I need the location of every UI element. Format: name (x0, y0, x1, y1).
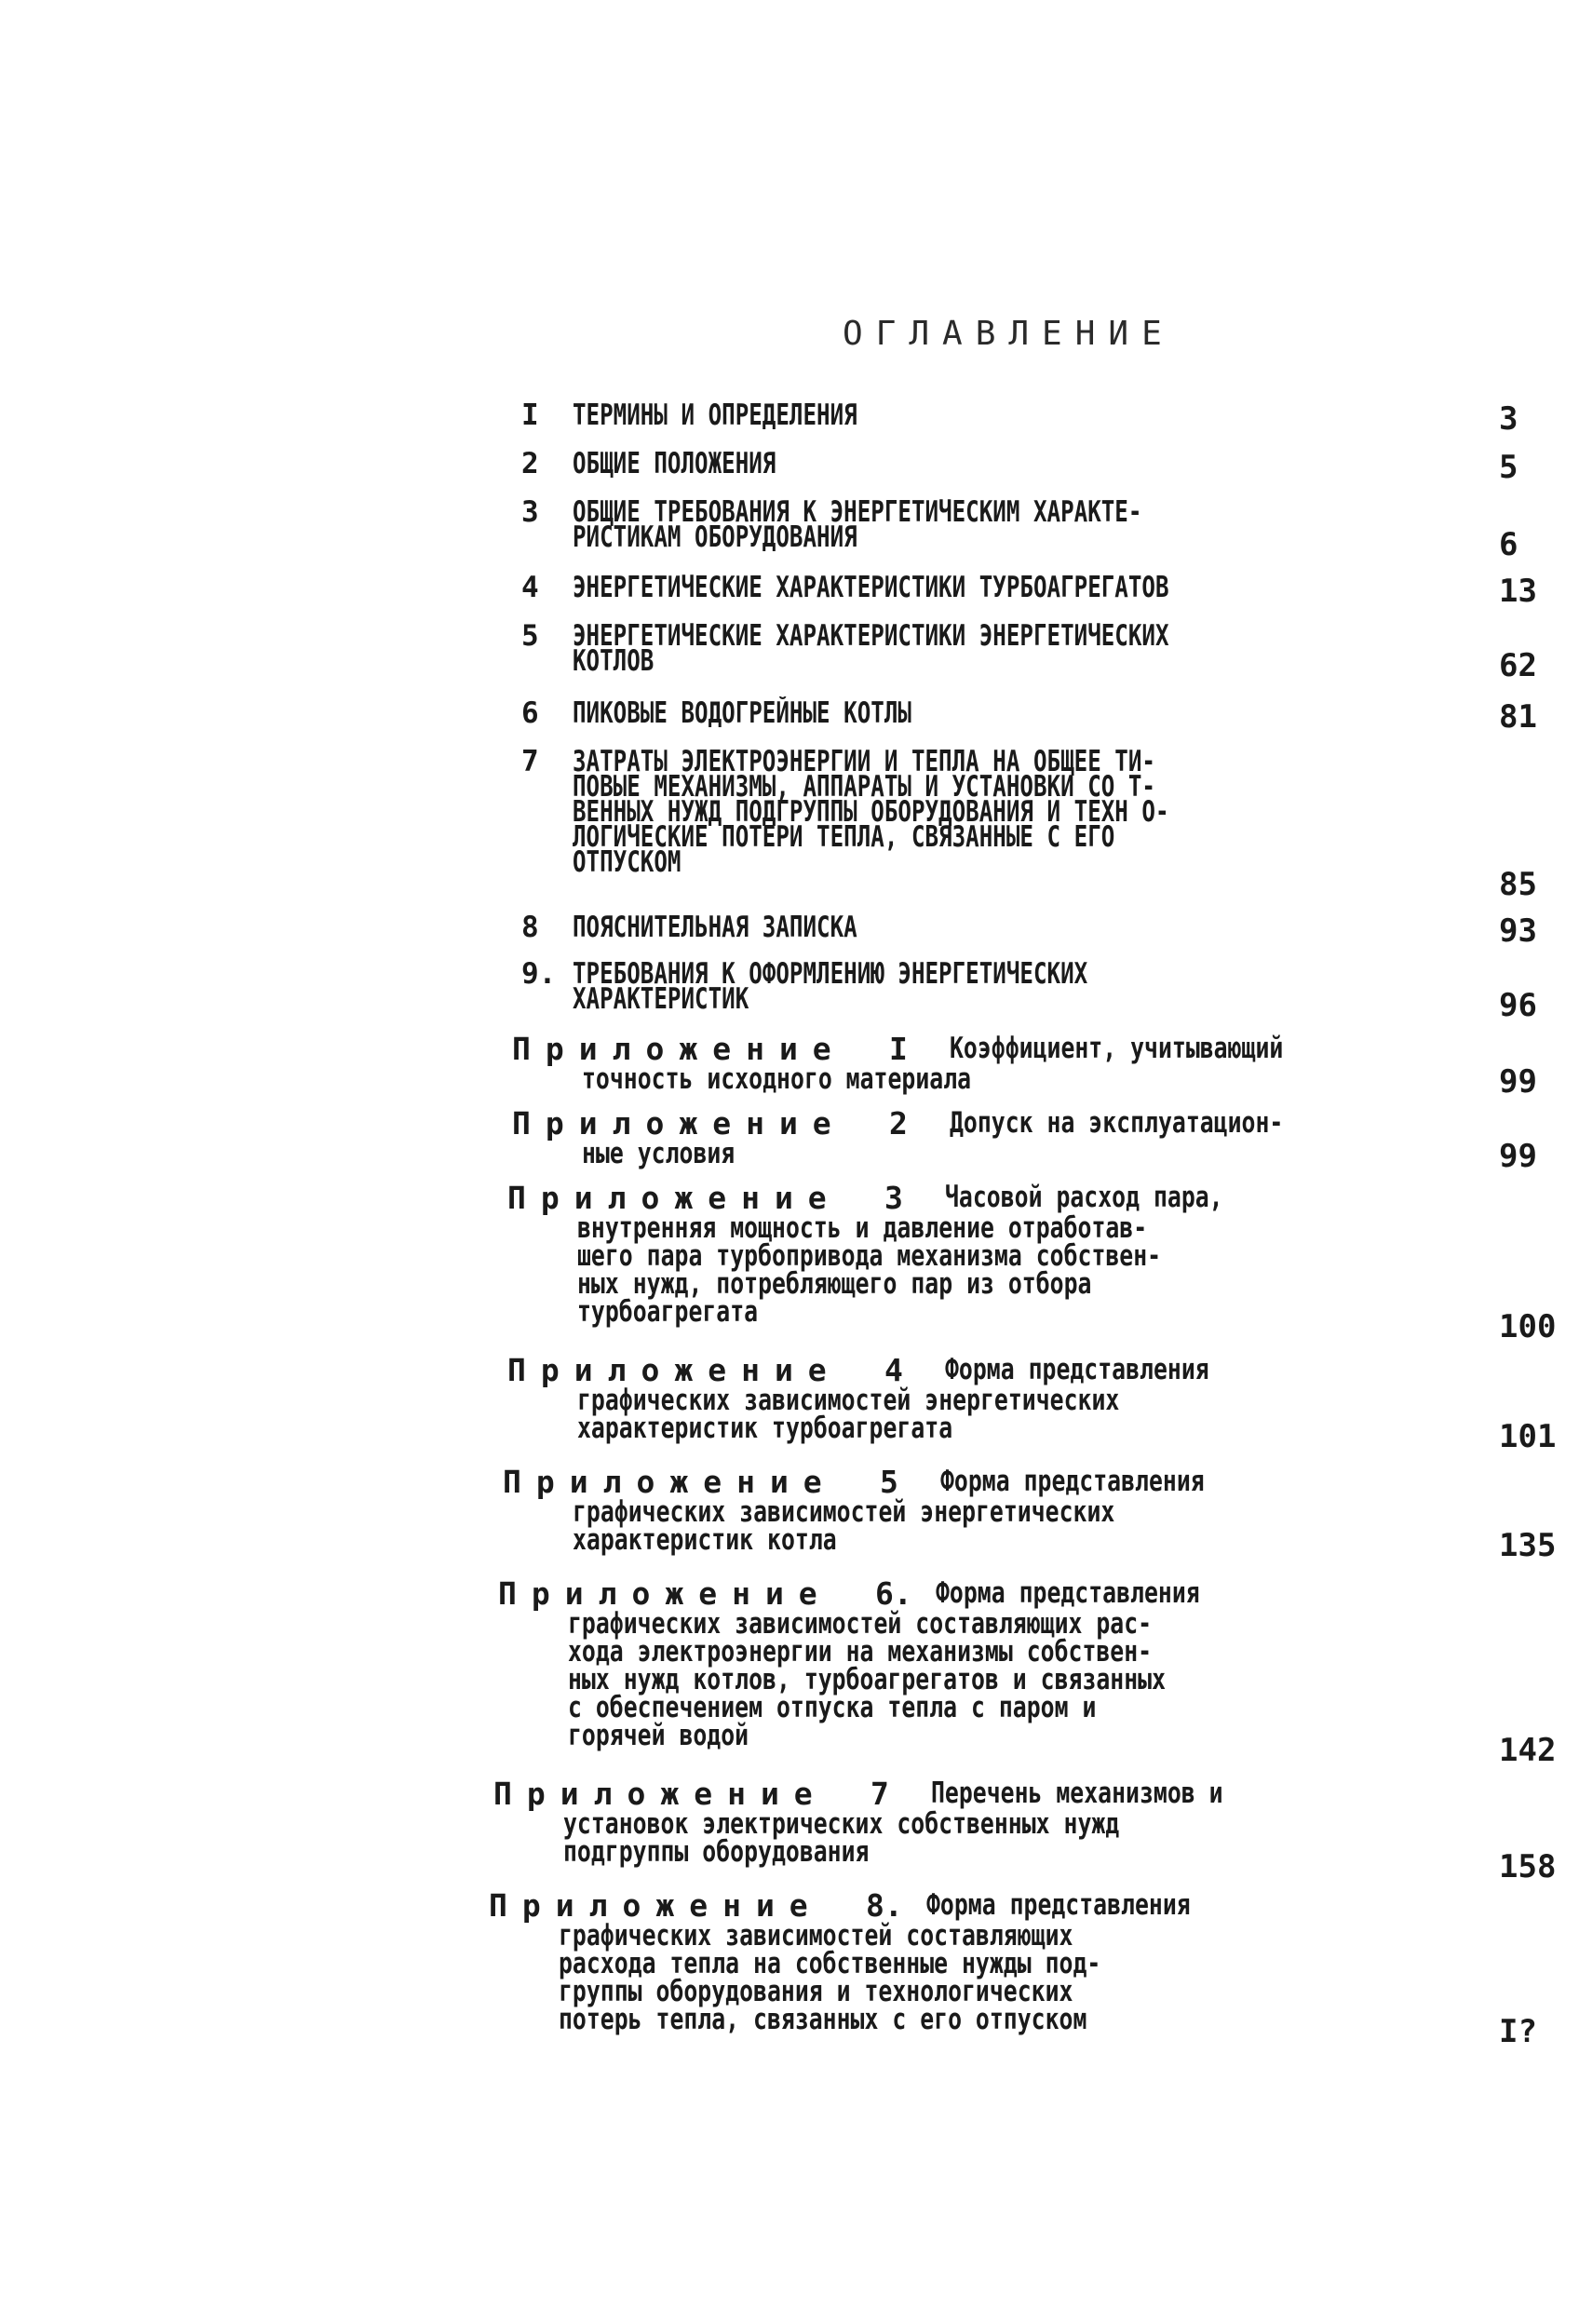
appendix-title-line: Коэффициент, учитывающий (950, 1032, 1284, 1065)
appendix-title-line: шего пара турбопривода механизма собствен- (577, 1239, 1162, 1273)
entry-title-line: РИСТИКАМ ОБОРУДОВАНИЯ (573, 520, 857, 554)
appendix-number: 5 (880, 1464, 898, 1500)
appendix-title-line: Допуск на эксплуатацион- (950, 1106, 1284, 1140)
entry-number: 9. (521, 957, 557, 991)
appendix-title-line: графических зависимостей составляющих рас- (568, 1607, 1153, 1641)
appendix-label: Приложение (512, 1105, 846, 1142)
entry-page-number: 96 (1499, 987, 1537, 1024)
appendix-title-line: с обеспечением отпуска тепла с паром и (568, 1691, 1097, 1724)
appendix-page-number: I? (1499, 2013, 1537, 2050)
appendix-number: 2 (889, 1105, 908, 1142)
entry-title-line: ПОЯСНИТЕЛЬНАЯ ЗАПИСКА (573, 911, 857, 944)
appendix-title-line: ных нужд котлов, турбоагрегатов и связанных (568, 1663, 1167, 1696)
appendix-title-line: Форма представления (945, 1353, 1209, 1386)
appendix-page-number: 99 (1499, 1138, 1537, 1175)
appendix-title-line: точность исходного материала (582, 1062, 972, 1096)
entry-number: 5 (521, 619, 539, 653)
appendix-title-line: расхода тепла на собственные нужды под- (559, 1947, 1101, 1980)
appendix-label: Приложение (507, 1352, 842, 1388)
appendix-title-line: Часовой расход пара, (945, 1181, 1223, 1214)
appendix-page-number: 158 (1499, 1848, 1557, 1885)
entry-title-line: ОТПУСКОМ (573, 845, 682, 879)
entry-number: 6 (521, 696, 539, 730)
page-title: ОГЛАВЛЕНИЕ (843, 315, 1175, 353)
appendix-title-line: Форма представления (936, 1576, 1200, 1610)
appendix-number: 8. (866, 1887, 903, 1924)
entry-number: 7 (521, 745, 539, 778)
entry-number: 2 (521, 447, 539, 480)
appendix-title-line: ных нужд, потребляющего пар из отбора (577, 1267, 1092, 1301)
entry-number: 3 (521, 495, 539, 529)
appendix-label: Приложение (489, 1887, 823, 1924)
appendix-title-line: горячей водой (568, 1719, 749, 1752)
appendix-label: Приложение (512, 1031, 846, 1067)
appendix-title-line: группы оборудования и технологических (559, 1975, 1073, 2008)
appendix-title-line: характеристик турбоагрегата (577, 1412, 953, 1445)
appendix-title-line: Перечень механизмов и (931, 1777, 1223, 1810)
appendix-title-line: графических зависимостей энергетических (577, 1384, 1120, 1417)
entry-title-line: ТРЕБОВАНИЯ К ОФОРМЛЕНИЮ ЭНЕРГЕТИЧЕСКИХ (573, 957, 1088, 991)
appendix-label: Приложение (507, 1180, 842, 1216)
appendix-page-number: 99 (1499, 1063, 1537, 1101)
entry-number: I (521, 399, 539, 432)
entry-page-number: 6 (1499, 526, 1518, 563)
entry-title-line: ВЕННЫХ НУЖД ПОДГРУППЫ ОБОРУДОВАНИЯ И ТЕХН О- (573, 795, 1169, 829)
entry-title-line: ТЕРМИНЫ И ОПРЕДЕЛЕНИЯ (573, 399, 857, 432)
entry-title-line: ЭНЕРГЕТИЧЕСКИЕ ХАРАКТЕРИСТИКИ ЭНЕРГЕТИЧЕСКИХ (573, 619, 1169, 653)
entry-page-number: 85 (1499, 866, 1537, 903)
entry-title-line: ПИКОВЫЕ ВОДОГРЕЙНЫЕ КОТЛЫ (573, 696, 911, 730)
entry-page-number: 81 (1499, 698, 1537, 736)
appendix-number: 3 (884, 1180, 903, 1216)
entry-title-line: ХАРАКТЕРИСТИК (573, 982, 749, 1016)
appendix-title-line: внутренняя мощность и давление отработав- (577, 1211, 1148, 1245)
appendix-number: 6. (875, 1575, 912, 1612)
entry-page-number: 5 (1499, 449, 1518, 486)
entry-title-line: ОБЩИЕ ПОЛОЖЕНИЯ (573, 447, 776, 480)
entry-page-number: 3 (1499, 400, 1518, 438)
entry-title-line: ЛОГИЧЕСКИЕ ПОТЕРИ ТЕПЛА, СВЯЗАННЫЕ С ЕГО (573, 820, 1115, 854)
entry-page-number: 93 (1499, 912, 1537, 950)
entry-page-number: 13 (1499, 573, 1537, 610)
appendix-title-line: установок электрических собственных нужд (563, 1807, 1120, 1841)
appendix-page-number: 142 (1499, 1732, 1557, 1769)
appendix-title-line: подгруппы оборудования (563, 1835, 870, 1869)
appendix-number: 7 (870, 1776, 889, 1812)
entry-title-line: КОТЛОВ (573, 644, 655, 678)
entry-number: 8 (521, 911, 539, 944)
entry-title-line: ЗАТРАТЫ ЭЛЕКТРОЭНЕРГИИ И ТЕПЛА НА ОБЩЕЕ ТИ- (573, 745, 1155, 778)
appendix-label: Приложение (498, 1575, 832, 1612)
appendix-title-line: Форма представления (926, 1888, 1191, 1922)
entry-number: 4 (521, 571, 539, 604)
entry-title-line: ОБЩИЕ ТРЕБОВАНИЯ К ЭНЕРГЕТИЧЕСКИМ ХАРАКТЕ- (573, 495, 1142, 529)
appendix-page-number: 135 (1499, 1527, 1557, 1564)
appendix-number: I (889, 1031, 908, 1067)
appendix-label: Приложение (503, 1464, 837, 1500)
entry-title-line: ЭНЕРГЕТИЧЕСКИЕ ХАРАКТЕРИСТИКИ ТУРБОАГРЕГАТОВ (573, 571, 1169, 604)
entry-title-line: ПОВЫЕ МЕХАНИЗМЫ, АППАРАТЫ И УСТАНОВКИ СО Т- (573, 770, 1155, 804)
appendix-title-line: характеристик котла (573, 1523, 837, 1557)
appendix-number: 4 (884, 1352, 903, 1388)
appendix-title-line: потерь тепла, связанных с его отпуском (559, 2003, 1087, 2036)
appendix-title-line: графических зависимостей энергетических (573, 1495, 1115, 1529)
appendix-title-line: турбоагрегата (577, 1295, 759, 1329)
appendix-page-number: 101 (1499, 1418, 1557, 1455)
appendix-label: Приложение (493, 1776, 828, 1812)
appendix-title-line: графических зависимостей составляющих (559, 1919, 1073, 1952)
entry-page-number: 62 (1499, 647, 1537, 684)
appendix-title-line: хода электроэнергии на механизмы собствен- (568, 1635, 1153, 1669)
appendix-page-number: 100 (1499, 1308, 1557, 1345)
appendix-title-line: ные условия (582, 1137, 736, 1170)
appendix-title-line: Форма представления (940, 1465, 1205, 1498)
